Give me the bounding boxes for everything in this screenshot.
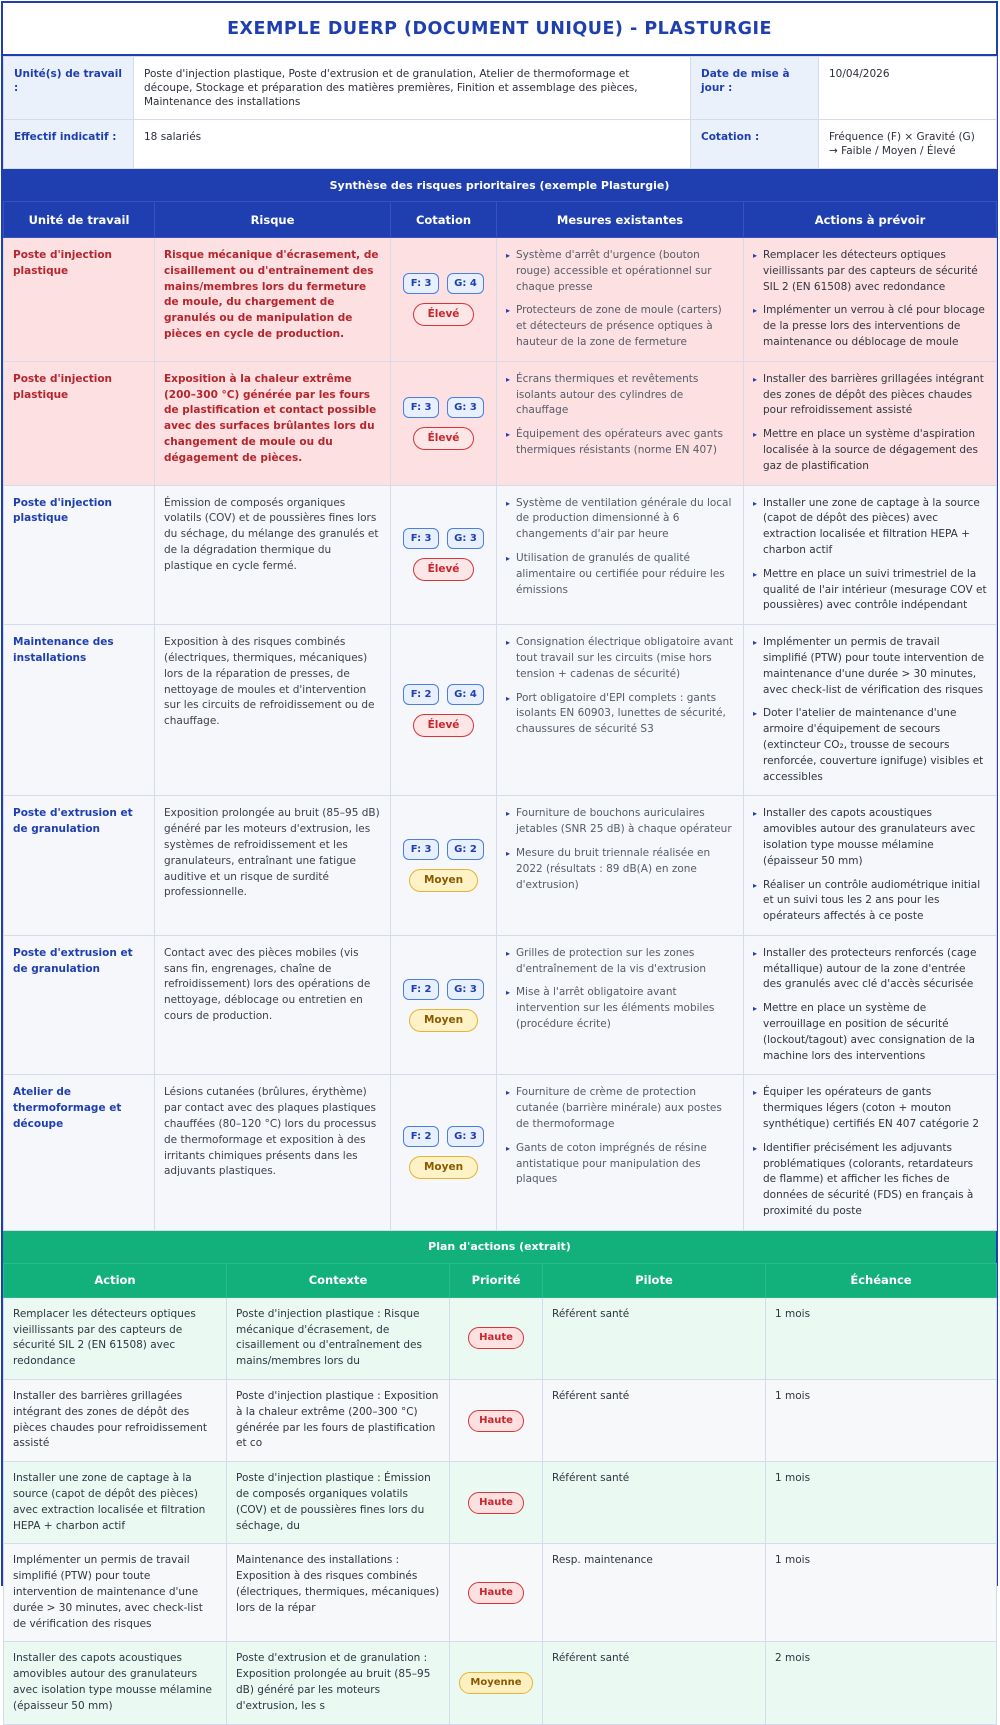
plan-pilot: Référent santé: [543, 1380, 766, 1462]
planned-action: ▸ Installer des barrières grillagées intégrant des zones de dépôt des pièces chaudes pour refroidissement assisté: [753, 372, 987, 419]
rating-cell: [391, 1075, 497, 1230]
risk-description-cell: [155, 796, 391, 936]
document-title: EXEMPLE DUERP (DOCUMENT UNIQUE) - PLASTURGIE: [3, 3, 996, 56]
risk-description: Contact avec des pièces mobiles (vis sans fin, engrenages, chaîne de refroidissement) lors des opérations de nettoyage, déblocage ou entretien en cours de production.: [164, 946, 371, 1023]
existing-measure: ▸ Gants de coton imprégnés de résine antistatique pour manipulation des plaques: [506, 1141, 734, 1188]
risk-row: [4, 361, 997, 485]
plan-pilot: Référent santé: [543, 1462, 766, 1544]
planned-actions-cell: [744, 796, 997, 936]
planned-actions-list: [753, 248, 987, 351]
priority-cell: [450, 1544, 543, 1642]
plan-action: Installer des barrières grillagées intégrant des zones de dépôt des pièces chaudes pour refroidissement assisté: [4, 1380, 227, 1462]
planned-action: ▸ Réaliser un contrôle audiométrique initial et un suivi tous les 2 ans pour les opérateurs affectés à ce poste: [753, 878, 987, 925]
priority-cell: [450, 1642, 543, 1724]
severity-chip: G: 3: [447, 979, 484, 1000]
priority-cell: [450, 1462, 543, 1544]
priority-badge: Haute: [468, 1410, 524, 1432]
risk-row: [4, 935, 997, 1075]
planned-actions-list: [753, 806, 987, 925]
existing-measure: ▸ Mise à l'arrêt obligatoire avant intervention sur les éléments mobiles (procédure écrite): [506, 985, 734, 1032]
existing-measure: ▸ Protecteurs de zone de moule (carters) et détecteurs de présence optiques à hauteur de la zone de fermeture: [506, 303, 734, 350]
plan-context: Poste d'injection plastique : Exposition à la chaleur extrême (200–300 °C) générée par les fours de plastification et co: [227, 1380, 450, 1462]
existing-measures-list: [506, 946, 734, 1033]
risks-table: [3, 201, 997, 1231]
rating-chips: [391, 528, 496, 549]
risk-column-header: Unité de travail: [4, 202, 155, 238]
existing-measure: ▸ Système d'arrêt d'urgence (bouton rouge) accessible et opérationnel sur chaque presse: [506, 248, 734, 295]
risk-unit: Poste d'injection plastique: [4, 238, 155, 362]
planned-actions-cell: [744, 935, 997, 1075]
severity-chip: G: 3: [447, 528, 484, 549]
planned-actions-cell: [744, 361, 997, 485]
existing-measures-list: [506, 372, 734, 459]
planned-actions-list: [753, 946, 987, 1065]
rating-value: Fréquence (F) × Gravité (G) → Faible / Moyen / Élevé: [819, 120, 997, 169]
risk-level-badge: Élevé: [413, 427, 475, 450]
plan-pilot: Resp. maintenance: [543, 1544, 766, 1642]
planned-actions-cell: [744, 625, 997, 796]
plan-deadline: 1 mois: [766, 1380, 997, 1462]
plan-context: Poste d'extrusion et de granulation : Exposition prolongée au bruit (85–95 dB) généré par les moteurs d'extrusion, les s: [227, 1642, 450, 1724]
priority-badge: Haute: [468, 1492, 524, 1514]
existing-measures-cell: [497, 935, 744, 1075]
plan-column-header: Priorité: [450, 1263, 543, 1297]
rating-chips: [391, 273, 496, 294]
existing-measure: ▸ Grilles de protection sur les zones d'entraînement de la vis d'extrusion: [506, 946, 734, 978]
planned-action: ▸ Implémenter un permis de travail simplifié (PTW) pour toute intervention de maintenance d'une durée > 30 minutes, avec check-list de vérification des risques: [753, 635, 987, 698]
staff-value: 18 salariés: [134, 120, 691, 169]
plan-context: Maintenance des installations : Exposition à des risques combinés (électriques, thermiques, mécaniques) lors de la répar: [227, 1544, 450, 1642]
risk-unit: Poste d'injection plastique: [4, 361, 155, 485]
planned-action: ▸ Remplacer les détecteurs optiques vieillissants par des capteurs de sécurité SIL 2 (EN 61508) avec redondance: [753, 248, 987, 295]
risks-section-title: Synthèse des risques prioritaires (exemple Plasturgie): [3, 169, 996, 201]
frequency-chip: F: 3: [403, 528, 439, 549]
frequency-chip: F: 3: [403, 397, 439, 418]
risk-column-header: Actions à prévoir: [744, 202, 997, 238]
severity-chip: G: 3: [447, 397, 484, 418]
existing-measures-list: [506, 1085, 734, 1188]
risk-unit: Poste d'injection plastique: [4, 485, 155, 625]
plan-context: Poste d'injection plastique : Émission de composés organiques volatils (COV) et de poussières fines lors du séchage, du: [227, 1462, 450, 1544]
planned-action: ▸ Identifier précisément les adjuvants problématiques (colorants, retardateurs de flamme) et afficher les fiches de données de sécurité (FDS) en français à proximité du poste: [753, 1141, 987, 1220]
risk-level-badge: Moyen: [409, 1009, 478, 1032]
rating-chips: [391, 979, 496, 1000]
units-value: Poste d'injection plastique, Poste d'extrusion et de granulation, Atelier de thermoformage et découpe, Stockage et préparation des matières premières, Finition et assemblage des pièces, Maintenance des installations: [134, 57, 691, 120]
risk-description: Exposition à la chaleur extrême (200–300 °C) générée par les fours de plastification et contact possible avec des surfaces brûlantes lors du changement de moule ou du dégagement de pièces.: [164, 372, 377, 464]
staff-label: Effectif indicatif :: [4, 120, 134, 169]
planned-action: ▸ Doter l'atelier de maintenance d'une armoire d'équipement de secours (extincteur CO₂, trousse de secours renforcée, couverture ignifuge) visibles et accessibles: [753, 706, 987, 785]
risk-description-cell: [155, 1075, 391, 1230]
existing-measures-cell: [497, 796, 744, 936]
planned-actions-cell: [744, 1075, 997, 1230]
plan-action: Installer une zone de captage à la source (capot de dépôt des pièces) avec extraction localisée et filtration HEPA + charbon actif: [4, 1462, 227, 1544]
priority-badge: Moyenne: [459, 1672, 532, 1694]
existing-measures-list: [506, 248, 734, 351]
units-label: Unité(s) de travail :: [4, 57, 134, 120]
planned-action: ▸ Installer une zone de captage à la source (capot de dépôt des pièces) avec extraction localisée et filtration HEPA + charbon actif: [753, 496, 987, 559]
existing-measures-cell: [497, 238, 744, 362]
existing-measure: ▸ Équipement des opérateurs avec gants thermiques résistants (norme EN 407): [506, 427, 734, 459]
risk-unit: Poste d'extrusion et de granulation: [4, 935, 155, 1075]
document: [1, 1, 998, 1712]
existing-measure: ▸ Système de ventilation générale du local de production dimensionné à 6 changements d'air par heure: [506, 496, 734, 543]
plan-pilot: Référent santé: [543, 1642, 766, 1724]
plan-row: [4, 1462, 997, 1544]
risk-description: Lésions cutanées (brûlures, érythème) par contact avec des plaques plastiques chauffées (80–120 °C) lors du processus de thermoformage et exposition à des irritants chimiques présents dans les adjuvants plastiques.: [164, 1086, 377, 1178]
existing-measures-list: [506, 806, 734, 893]
plan-column-header: Échéance: [766, 1263, 997, 1297]
plan-action: Remplacer les détecteurs optiques vieillissants par des capteurs de sécurité SIL 2 (EN 61508) avec redondance: [4, 1297, 227, 1379]
rating-chips: [391, 684, 496, 705]
existing-measures-list: [506, 635, 734, 738]
rating-chips: [391, 397, 496, 418]
risk-description: Exposition à des risques combinés (électriques, thermiques, mécaniques) lors de la réparation de presses, de nettoyage de moules et d'intervention sur les circuits de refroidissement ou de chauffage.: [164, 636, 375, 728]
plan-table: [3, 1263, 997, 1725]
risk-row: [4, 625, 997, 796]
planned-action: ▸ Installer des protecteurs renforcés (cage métallique) autour de la zone d'entrée des granulés avec clé d'accès sécurisée: [753, 946, 987, 993]
existing-measure: ▸ Écrans thermiques et revêtements isolants autour des cylindres de chauffage: [506, 372, 734, 419]
existing-measure: ▸ Utilisation de granulés de qualité alimentaire ou certifiée pour réduire les émissions: [506, 551, 734, 598]
rating-cell: [391, 485, 497, 625]
frequency-chip: F: 3: [403, 839, 439, 860]
existing-measure: ▸ Port obligatoire d'EPI complets : gants isolants EN 60903, lunettes de sécurité, chaussures de sécurité S3: [506, 691, 734, 738]
priority-cell: [450, 1380, 543, 1462]
existing-measures-cell: [497, 625, 744, 796]
existing-measure: ▸ Consignation électrique obligatoire avant tout travail sur les circuits (mise hors tension + cadenas de sécurité): [506, 635, 734, 682]
risk-row: [4, 796, 997, 936]
plan-column-header: Pilote: [543, 1263, 766, 1297]
risk-level-badge: Moyen: [409, 869, 478, 892]
risk-description-cell: [155, 485, 391, 625]
plan-column-header: Contexte: [227, 1263, 450, 1297]
planned-action: ▸ Équiper les opérateurs de gants thermiques légers (coton + mouton synthétique) certifiés EN 407 catégorie 2: [753, 1085, 987, 1132]
existing-measure: ▸ Mesure du bruit triennale réalisée en 2022 (résultats : 89 dB(A) en zone d'extrusion): [506, 846, 734, 893]
planned-actions-list: [753, 372, 987, 475]
existing-measures-list: [506, 496, 734, 599]
planned-action: ▸ Installer des capots acoustiques amovibles autour des granulateurs avec isolation type mousse mélamine (épaisseur 50 mm): [753, 806, 987, 869]
plan-row: [4, 1297, 997, 1379]
risk-row: [4, 1075, 997, 1230]
priority-badge: Haute: [468, 1582, 524, 1604]
existing-measures-cell: [497, 485, 744, 625]
severity-chip: G: 3: [447, 1126, 484, 1147]
planned-action: ▸ Mettre en place un suivi trimestriel de la qualité de l'air intérieur (mesurage COV et poussières) avec contrôle indépendant: [753, 567, 987, 614]
risk-description-cell: [155, 238, 391, 362]
risk-description: Exposition prolongée au bruit (85–95 dB) généré par les moteurs d'extrusion, les systèmes de refroidissement et les granulateurs, entraînant une fatigue auditive et un risque de surdité professionnelle.: [164, 807, 380, 899]
risk-unit: Poste d'extrusion et de granulation: [4, 796, 155, 936]
risk-level-badge: Élevé: [413, 303, 475, 326]
plan-context: Poste d'injection plastique : Risque mécanique d'écrasement, de cisaillement ou d'entraînement des mains/membres lors du: [227, 1297, 450, 1379]
date-value: 10/04/2026: [819, 57, 997, 120]
planned-actions-cell: [744, 238, 997, 362]
risk-unit: Maintenance des installations: [4, 625, 155, 796]
plan-deadline: 1 mois: [766, 1544, 997, 1642]
risk-description: Risque mécanique d'écrasement, de cisaillement ou d'entraînement des mains/membres lors du fermeture de moule, du chargement de granulés ou de manipulation de pièces en cycle de production.: [164, 249, 379, 340]
risk-row: [4, 238, 997, 362]
frequency-chip: F: 2: [403, 684, 439, 705]
risk-level-badge: Élevé: [413, 714, 475, 737]
frequency-chip: F: 3: [403, 273, 439, 294]
severity-chip: G: 2: [447, 839, 484, 860]
risk-unit: Atelier de thermoformage et découpe: [4, 1075, 155, 1230]
rating-chips: [391, 1126, 496, 1147]
rating-cell: [391, 361, 497, 485]
planned-action: ▸ Mettre en place un système de verrouillage en position de sécurité (lockout/tagout) avec consignation de la machine lors des interventions: [753, 1001, 987, 1064]
risk-level-badge: Moyen: [409, 1156, 478, 1179]
plan-deadline: 1 mois: [766, 1297, 997, 1379]
risk-column-header: Risque: [155, 202, 391, 238]
rating-cell: [391, 625, 497, 796]
planned-action: ▸ Implémenter un verrou à clé pour blocage de la presse lors des interventions de maintenance ou déblocage de moule: [753, 303, 987, 350]
risk-description: Émission de composés organiques volatils (COV) et de poussières fines lors du séchage, du mélange des granulés et de la dégradation thermique du plastique en cycle fermé.: [164, 496, 379, 572]
plan-row: [4, 1380, 997, 1462]
planned-actions-list: [753, 635, 987, 785]
plan-row: [4, 1642, 997, 1724]
risk-column-header: Cotation: [391, 202, 497, 238]
rating-cell: [391, 796, 497, 936]
rating-chips: [391, 839, 496, 860]
existing-measure: ▸ Fourniture de bouchons auriculaires jetables (SNR 25 dB) à chaque opérateur: [506, 806, 734, 838]
risk-level-badge: Élevé: [413, 558, 475, 581]
plan-action: Installer des capots acoustiques amovibles autour des granulateurs avec isolation type mousse mélamine (épaisseur 50 mm): [4, 1642, 227, 1724]
plan-column-header: Action: [4, 1263, 227, 1297]
severity-chip: G: 4: [447, 684, 484, 705]
planned-actions-list: [753, 1085, 987, 1219]
existing-measures-cell: [497, 361, 744, 485]
plan-deadline: 2 mois: [766, 1642, 997, 1724]
existing-measure: ▸ Fourniture de crème de protection cutanée (barrière minérale) aux postes de thermoformage: [506, 1085, 734, 1132]
planned-actions-cell: [744, 485, 997, 625]
risk-column-header: Mesures existantes: [497, 202, 744, 238]
severity-chip: G: 4: [447, 273, 484, 294]
frequency-chip: F: 2: [403, 979, 439, 1000]
frequency-chip: F: 2: [403, 1126, 439, 1147]
risk-row: [4, 485, 997, 625]
planned-actions-list: [753, 496, 987, 615]
plan-row: [4, 1544, 997, 1642]
rating-label: Cotation :: [691, 120, 819, 169]
priority-cell: [450, 1297, 543, 1379]
plan-action: Implémenter un permis de travail simplifié (PTW) pour toute intervention de maintenance d'une durée > 30 minutes, avec check-list de vérification des risques: [4, 1544, 227, 1642]
meta-table: [3, 56, 997, 169]
rating-cell: [391, 935, 497, 1075]
risk-description-cell: [155, 935, 391, 1075]
existing-measures-cell: [497, 1075, 744, 1230]
priority-badge: Haute: [468, 1327, 524, 1349]
plan-pilot: Référent santé: [543, 1297, 766, 1379]
rating-cell: [391, 238, 497, 362]
plan-section-title: Plan d'actions (extrait): [3, 1231, 996, 1263]
planned-action: ▸ Mettre en place un système d'aspiration localisée à la source de dégagement des gaz de plastification: [753, 427, 987, 474]
plan-deadline: 1 mois: [766, 1462, 997, 1544]
date-label: Date de mise à jour :: [691, 57, 819, 120]
risk-description-cell: [155, 361, 391, 485]
risk-description-cell: [155, 625, 391, 796]
